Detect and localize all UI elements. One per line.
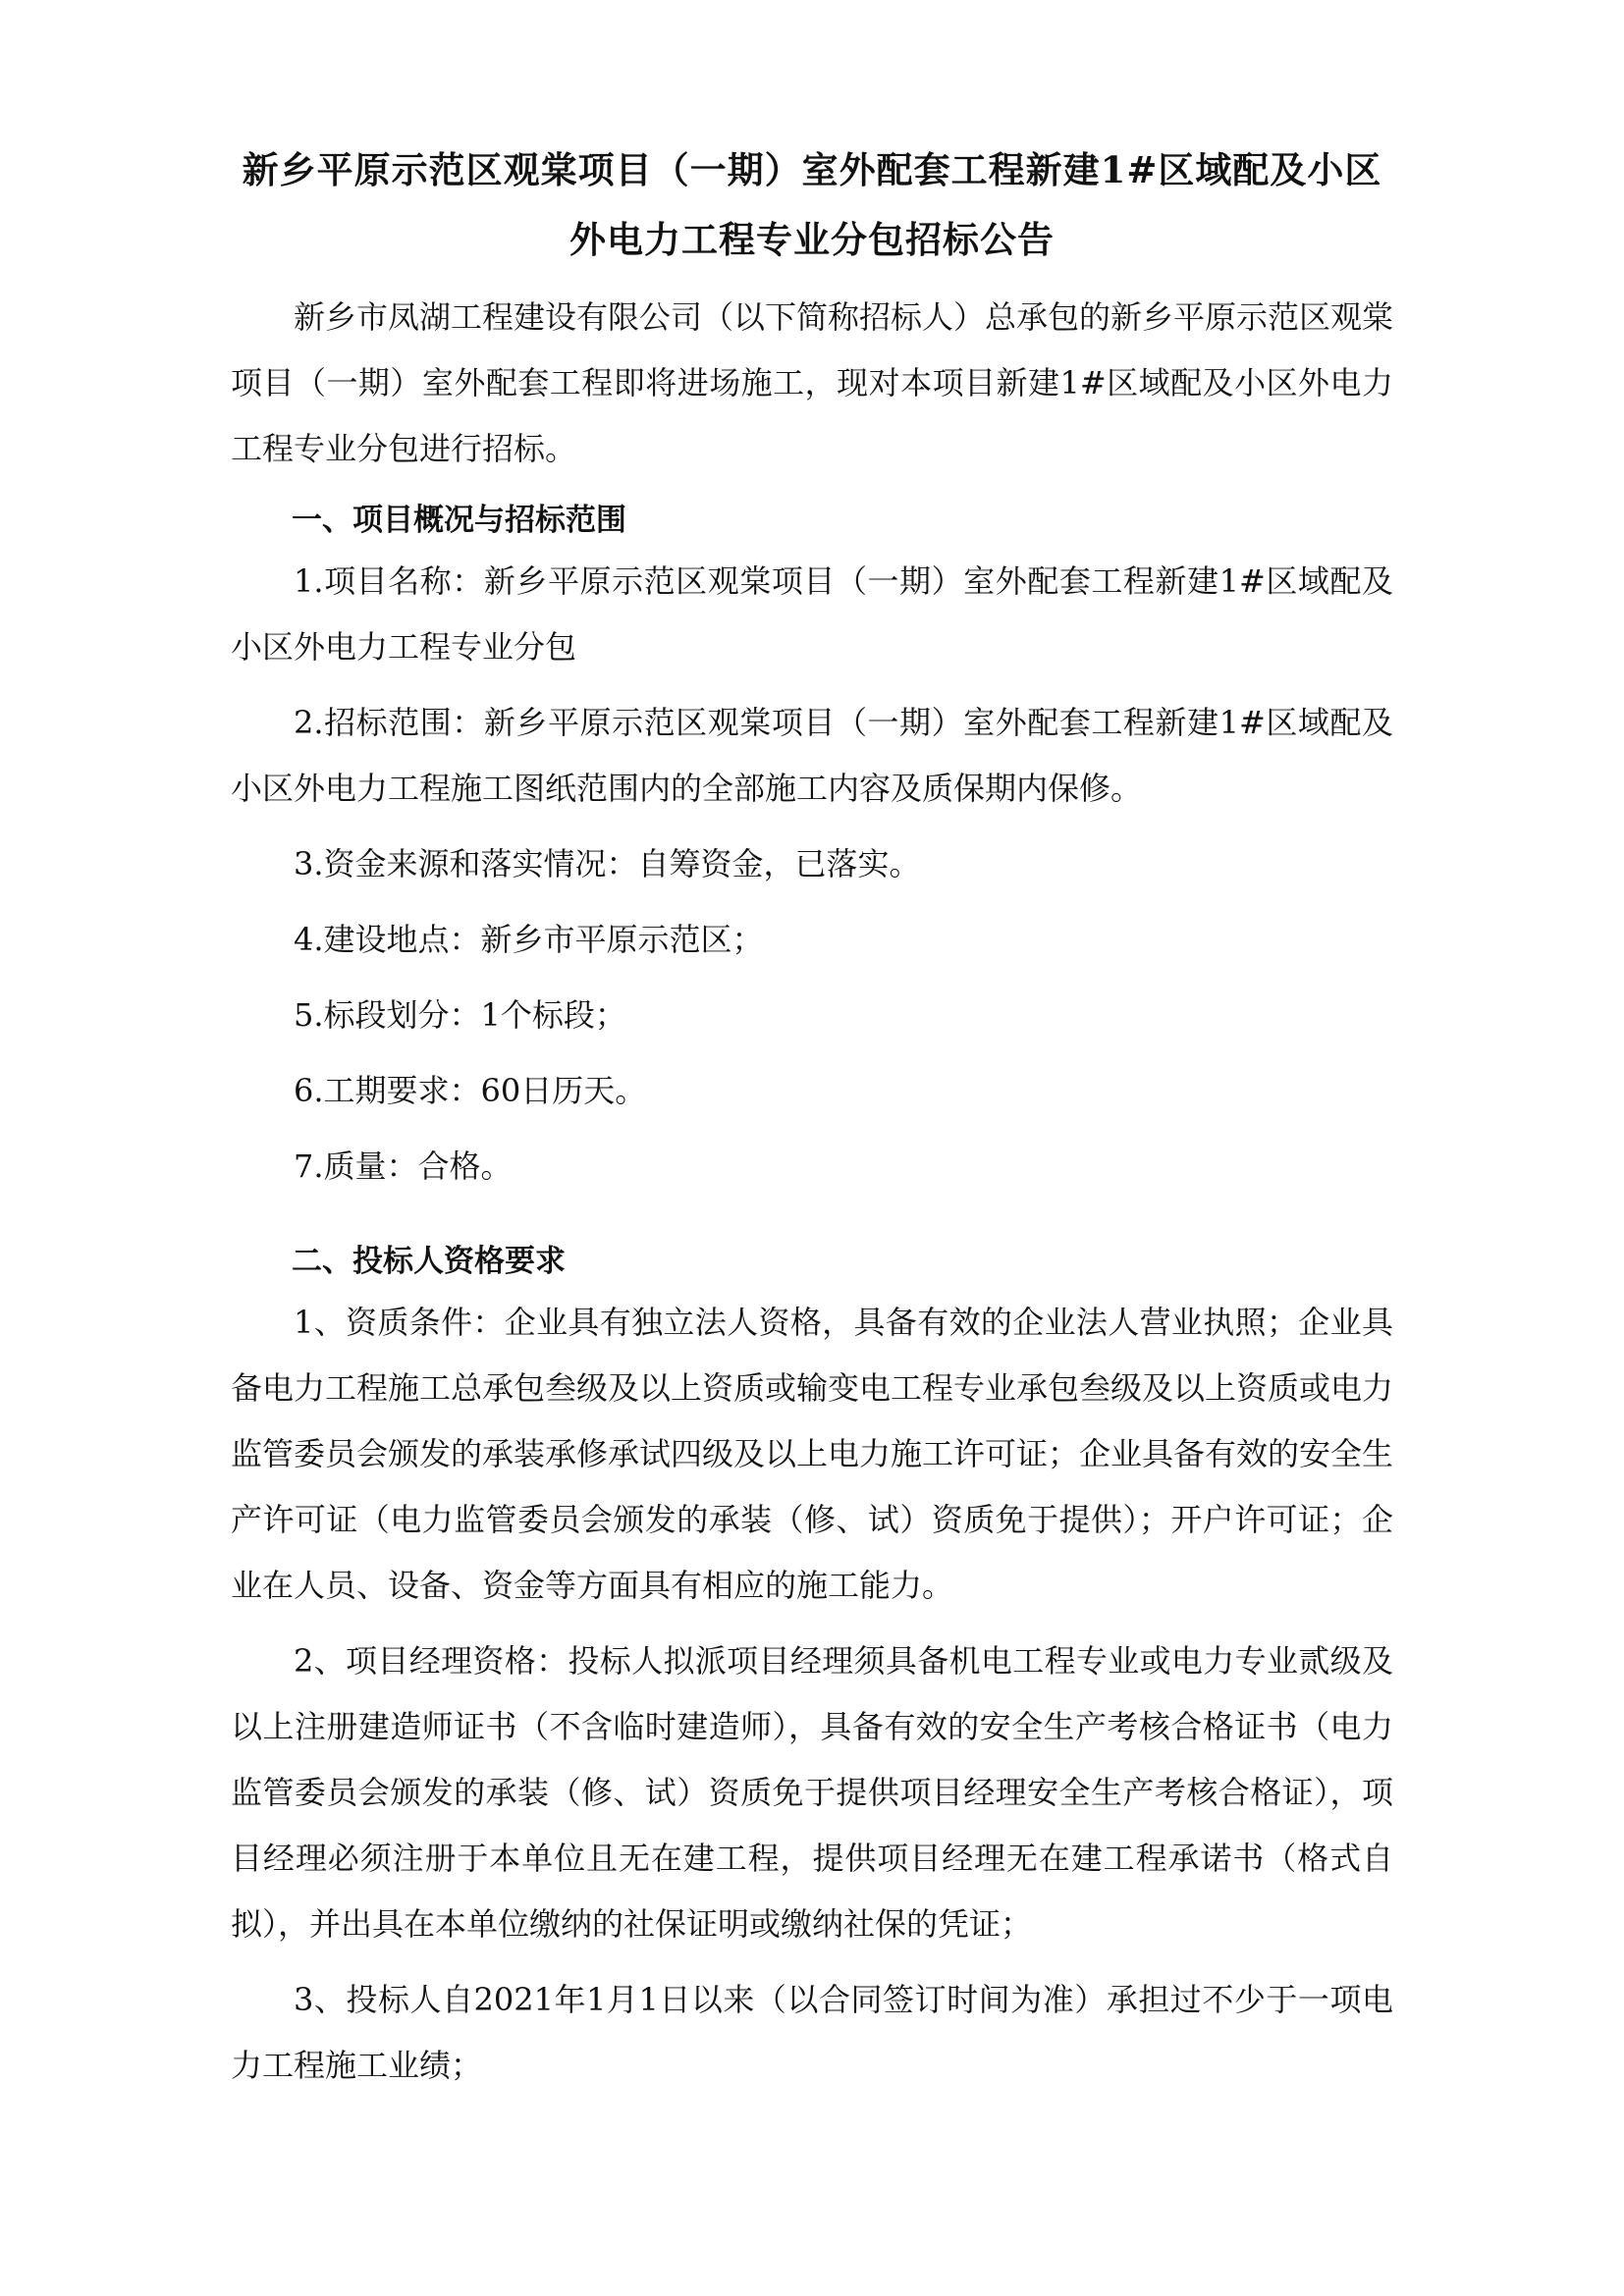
section-2-item-qualification: 1、资质条件：企业具有独立法人资格，具备有效的企业法人营业执照；企业具备电力工程施工总承包叁级及以上资质或输变电工程专业承包叁级及以上资质或电力监管委员会颁发的承装承修承试四级及以上电力施工许可证；企业具备有效的安全生产许可证（电力监管委员会颁发的承装（修、试）资质免于提供）；开户许可证；企业在人员、设备、资金等方面具有相应的施工能力。 xyxy=(231,1304,1394,1604)
intro-paragraph: 新乡市凤湖工程建设有限公司（以下简称招标人）总承包的新乡平原示范区观棠项目（一期）室外配套工程即将进场施工，现对本项目新建1#区域配及小区外电力工程专业分包进行招标。 xyxy=(231,298,1394,467)
spacer xyxy=(231,822,1393,831)
section-1-item-sections: 5.标段划分：1个标段； xyxy=(294,996,626,1034)
spacer xyxy=(231,1957,1393,1967)
section-1-item-funding: 3.资金来源和落实情况：自筹资金，已落实。 xyxy=(294,845,921,882)
section-1-item-location: 4.建设地点：新乡市平原示范区； xyxy=(294,921,764,958)
document-title-line-1: 新乡平原示范区观棠项目（一期）室外配套工程新建1#区域配及小区 xyxy=(242,148,1382,191)
section-1-item-project-name: 1.项目名称：新乡平原示范区观棠项目（一期）室外配套工程新建1#区域配及小区外电力工程专业分包 xyxy=(231,562,1393,666)
section-2-item-project-manager: 2、项目经理资格：投标人拟派项目经理须具备机电工程专业或电力专业贰级及以上注册建造师证书（不含临时建造师），具备有效的安全生产考核合格证书（电力监管委员会颁发的承装（修、试）资质免于提供项目经理安全生产考核合格证），项目经理必须注册于本单位且无在建工程，提供项目经理无在建工程承诺书（格式自拟），并出具在本单位缴纳的社保证明或缴纳社保的凭证； xyxy=(231,1642,1393,1943)
document-title xyxy=(231,135,1393,275)
spacer xyxy=(231,1124,1393,1134)
section-2-item-performance: 3、投标人自2021年1月1日以来（以合同签订时间为准）承担过不少于一项电力工程施工业绩； xyxy=(231,1981,1393,2084)
spacer xyxy=(231,897,1393,907)
spacer xyxy=(231,275,1393,285)
spacer xyxy=(231,680,1393,690)
section-1-item-duration: 6.工期要求：60日历天。 xyxy=(294,1072,647,1109)
section-1-heading: 一、项目概况与招标范围 xyxy=(292,503,626,538)
section-2-heading: 二、投标人资格要求 xyxy=(292,1244,566,1279)
section-1-item-quality: 7.质量：合格。 xyxy=(294,1148,513,1185)
spacer xyxy=(231,1200,1393,1233)
document-title-line-2: 外电力工程专业分包招标公告 xyxy=(569,218,1055,261)
document-page xyxy=(231,135,1393,2099)
spacer xyxy=(231,1048,1393,1058)
section-1-item-bidding-scope: 2.招标范围：新乡平原示范区观棠项目（一期）室外配套工程新建1#区域配及小区外电力工程施工图纸范围内的全部施工内容及质保期内保修。 xyxy=(231,704,1393,807)
spacer xyxy=(231,482,1393,492)
spacer xyxy=(231,1619,1393,1629)
spacer xyxy=(231,973,1393,983)
